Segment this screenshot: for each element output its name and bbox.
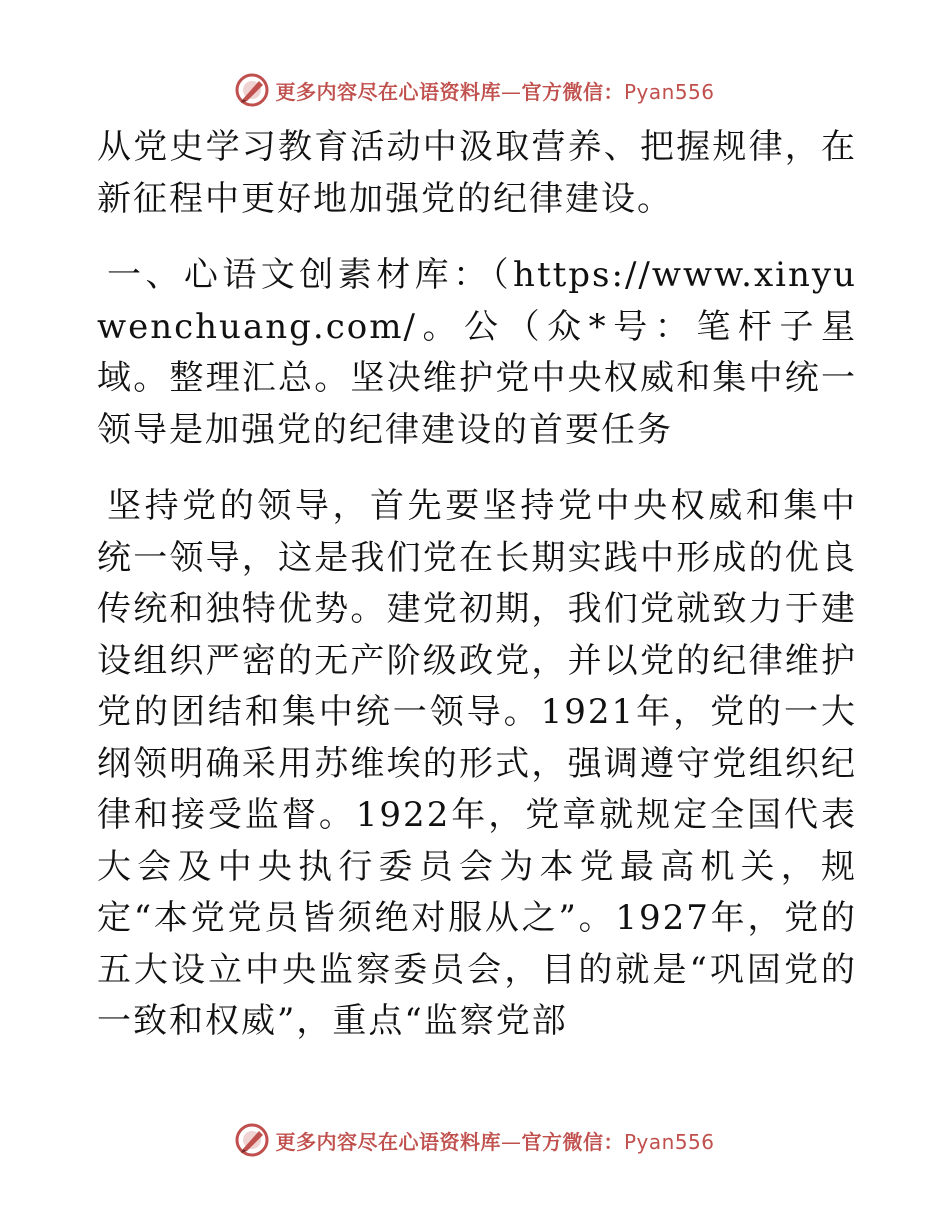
pen-logo-icon bbox=[235, 1123, 269, 1157]
footer-banner-contact: 官方微信： bbox=[521, 1129, 624, 1154]
paragraph-intro: 从党史学习教育活动中汲取营养、把握规律，在新征程中更好地加强党的纪律建设。 bbox=[97, 127, 857, 219]
footer-banner bbox=[0, 1120, 950, 1160]
header-banner-id: Pyan556 bbox=[623, 79, 715, 104]
pen-logo-icon bbox=[235, 73, 269, 107]
footer-banner-main: 更多内容尽在心语资料库 bbox=[275, 1129, 501, 1154]
header-banner-main: 更多内容尽在心语资料库 bbox=[275, 79, 501, 104]
footer-banner-dash: — bbox=[500, 1129, 522, 1154]
footer-banner-id: Pyan556 bbox=[623, 1129, 715, 1154]
paragraph-body: 坚持党的领导，首先要坚持党中央权威和集中统一领导，这是我们党在长期实践中形成的优良传统和独特优势。建党初期，我们党就致力于建设组织严密的无产阶级政党，并以党的纪律维护党的团结和集中统一领导。1921年，党的一大纲领明确采用苏维埃的形式，强调遵守党组织纪律和接受监督。1922年，党章就规定全国代表大会及中央执行委员会为本党最高机关，规定“本党党员皆须绝对服从之”。1927年，党的五大设立中央监察委员会，目的就是“巩固党的一致和权威”，重点“监察党部 bbox=[97, 486, 857, 1041]
header-banner-contact: 官方微信： bbox=[521, 79, 624, 104]
header-banner-dash: — bbox=[500, 79, 522, 104]
paragraph-section-heading: 一、心语文创素材库：（https://www.xinyuwenchuang.com/。公（众*号：笔杆子星域。整理汇总。坚决维护党中央权威和集中统一领导是加强党的纪律建设的首要任务 bbox=[97, 255, 857, 450]
header-banner bbox=[0, 70, 950, 110]
document-body bbox=[97, 122, 857, 1048]
header-banner-text bbox=[275, 76, 714, 105]
footer-banner-text bbox=[275, 1126, 714, 1155]
